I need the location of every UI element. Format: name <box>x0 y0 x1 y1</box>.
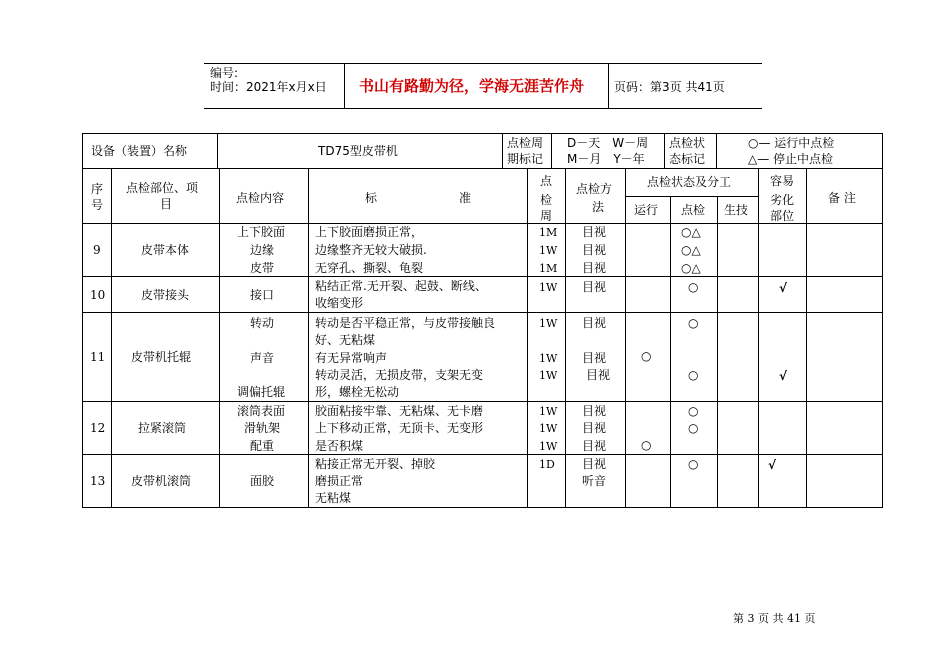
header-status-running: 运行 <box>634 203 659 217</box>
row-deteriorate-mark: √ <box>779 369 788 383</box>
row-cycle: 1W <box>539 422 558 435</box>
header-standard-2: 准 <box>459 191 472 205</box>
row-cycle: 1W <box>539 317 558 330</box>
row-part: 皮带机托辊 <box>131 350 192 364</box>
row-seq: 10 <box>90 288 106 302</box>
row-method: 目视 <box>582 261 607 275</box>
row-seq: 13 <box>90 474 106 488</box>
footer-page-number: 第 3 页 共 41 页 <box>733 612 816 625</box>
header-status-group: 点检状态及分工 <box>647 175 732 189</box>
cycle-codes-day-week: D－天 W－周 <box>567 136 649 150</box>
row-standard-line: 上下胶面磨损正常， <box>315 225 424 239</box>
legend-running-check: ○— 运行中点检 <box>748 136 835 150</box>
status-mark-label: 点检状 <box>669 136 706 150</box>
row-seq: 11 <box>90 350 106 364</box>
row-content-line: 滚筒表面 <box>237 404 286 418</box>
row-method: 目视 <box>582 421 607 435</box>
row-standard-line: 边缘整齐无较大破损. <box>315 243 427 257</box>
row-deteriorate-mark: √ <box>779 281 788 295</box>
row-standard-line: 形，螺栓无松动 <box>315 385 400 399</box>
row-method: 目视 <box>582 439 607 453</box>
row-cycle: 1W <box>539 440 558 453</box>
row-check-mark: ○ <box>688 404 699 418</box>
header-cycle: 点 <box>540 174 553 188</box>
cycle-mark-label: 点检周 <box>507 136 544 150</box>
header-deteriorate-3: 部位 <box>770 209 795 223</box>
row-cycle: 1W <box>539 244 558 257</box>
row-standard-line: 转动是否平稳正常，与皮带接触良 <box>315 316 496 330</box>
row-cycle: 1W <box>539 405 558 418</box>
status-mark-label-2: 态标记 <box>669 152 706 166</box>
row-cycle: 1M <box>539 226 558 239</box>
row-content-line: 边缘 <box>250 243 275 257</box>
row-check-mark: ○ <box>688 280 699 294</box>
row-cycle: 1D <box>539 458 555 471</box>
row-part: 皮带本体 <box>141 243 190 257</box>
row-content-line: 滑轨架 <box>244 421 281 435</box>
row-standard-line: 胶面粘接牢靠、无粘煤、无卡磨 <box>315 404 484 418</box>
row-standard-line: 有无异常响声 <box>315 351 388 365</box>
row-standard-line: 粘接正常无开裂、掉胶 <box>315 457 436 471</box>
row-check-mark: ○ <box>688 421 699 435</box>
row-part: 皮带机滚筒 <box>131 474 192 488</box>
row-running-mark: ○ <box>641 349 652 363</box>
row-standard-line: 转动灵活，无损皮带，支架无变 <box>315 368 484 382</box>
legend-stopped-check: △— 停止中点检 <box>748 152 834 166</box>
header-method-2: 法 <box>592 200 605 214</box>
header-standard: 标 <box>365 191 378 205</box>
row-method: 目视 <box>582 225 607 239</box>
header-seq: 序 <box>91 182 104 196</box>
header-page-label: 页码：第3页 共41页 <box>614 80 725 94</box>
row-part: 拉紧滚筒 <box>138 421 187 435</box>
row-standard-line: 收缩变形 <box>315 296 364 310</box>
row-method: 目视 <box>586 368 611 382</box>
row-content-line: 皮带 <box>250 261 275 275</box>
header-deteriorate: 容易 <box>770 174 795 188</box>
row-running-mark: ○ <box>641 438 652 452</box>
row-standard-line: 无穿孔、撕裂、龟裂 <box>315 261 424 275</box>
header-status-tech: 生技 <box>724 203 749 217</box>
document-number-label: 编号: <box>210 66 239 80</box>
row-check-mark: ○ <box>688 368 699 382</box>
row-content-line: 接口 <box>250 288 275 302</box>
row-content-line: 声音 <box>250 351 275 365</box>
header-deteriorate-2: 劣化 <box>770 193 795 207</box>
row-check-mark: ○ <box>688 316 699 330</box>
cycle-mark-label-2: 期标记 <box>507 152 544 166</box>
device-label: 设备（装置）名称 <box>91 144 188 158</box>
row-content-line: 配重 <box>250 439 275 453</box>
row-content-line: 面胶 <box>250 474 275 488</box>
row-deteriorate-mark: √ <box>768 458 777 472</box>
row-check-mark: ○△ <box>681 261 701 275</box>
row-standard-line: 无粘煤 <box>315 491 352 505</box>
header-seq-2: 号 <box>91 198 104 212</box>
row-method: 目视 <box>582 280 607 294</box>
row-check-mark: ○△ <box>681 225 701 239</box>
header-part-2: 目 <box>160 197 173 211</box>
header-cycle-2: 检 <box>540 193 553 207</box>
document-time-label: 时间：2021年x月x日 <box>210 80 327 94</box>
row-check-mark: ○ <box>688 457 699 471</box>
row-method: 目视 <box>582 457 607 471</box>
row-cycle: 1W <box>539 369 558 382</box>
row-method: 听音 <box>582 474 607 488</box>
header-remark: 备 注 <box>828 191 856 205</box>
row-method: 目视 <box>582 351 607 365</box>
header-method: 点检方 <box>576 182 613 196</box>
header-part: 点检部位、项 <box>126 181 199 195</box>
row-check-mark: ○△ <box>681 243 701 257</box>
row-content-line: 转动 <box>250 316 275 330</box>
row-standard-line: 磨损正常 <box>315 474 364 488</box>
row-standard-line: 是否积煤 <box>315 439 364 453</box>
device-name: TD75型皮带机 <box>318 144 398 158</box>
row-standard-line: 上下移动正常，无顶卡、无变形 <box>315 421 484 435</box>
row-method: 目视 <box>582 404 607 418</box>
row-seq: 12 <box>90 421 106 435</box>
header-cycle-3: 周 <box>540 209 553 223</box>
row-method: 目视 <box>582 316 607 330</box>
cycle-codes-month-year: M－月 Y－年 <box>567 152 645 166</box>
header-content: 点检内容 <box>236 191 285 205</box>
header-status-check: 点检 <box>681 203 706 217</box>
motto-text: 书山有路勤为径，学海无涯苦作舟 <box>359 77 585 95</box>
row-part: 皮带接头 <box>141 288 190 302</box>
row-cycle: 1W <box>539 281 558 294</box>
row-content-line: 调偏托辊 <box>237 385 286 399</box>
row-standard-line: 好、无粘煤 <box>315 333 376 347</box>
row-content-line: 上下胶面 <box>237 225 286 239</box>
row-standard-line: 粘结正常.无开裂、起鼓、断线、 <box>315 279 487 293</box>
row-cycle: 1W <box>539 352 558 365</box>
row-cycle: 1M <box>539 262 558 275</box>
row-seq: 9 <box>93 243 101 257</box>
row-method: 目视 <box>582 243 607 257</box>
